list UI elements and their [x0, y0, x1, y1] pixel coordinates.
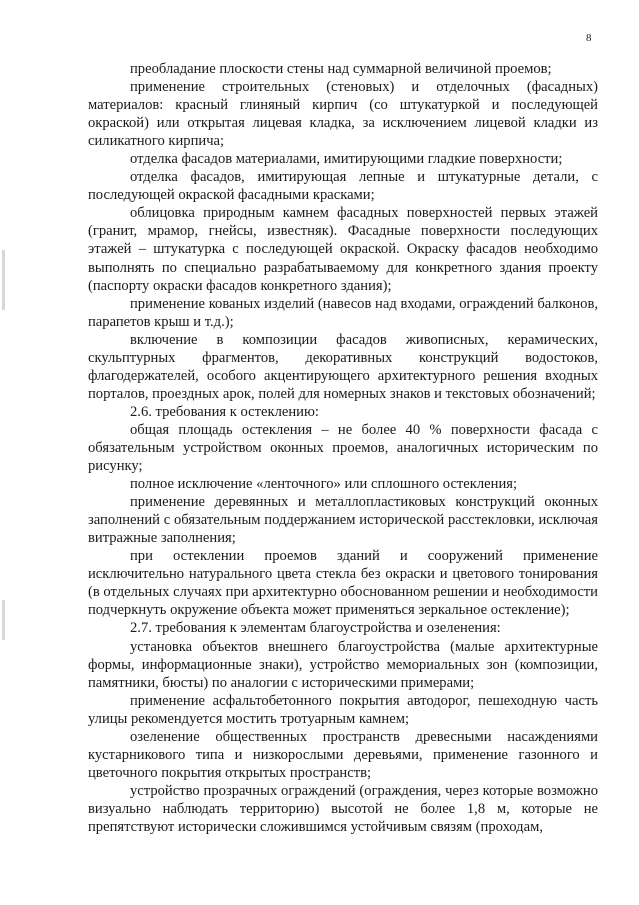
scan-edge-mark [2, 600, 5, 640]
page-number: 8 [586, 32, 592, 44]
paragraph: применение строительных (стеновых) и отделочных (фасадных) материалов: красный глиняный кирпич (со штукатуркой и последующей окраской) или открытая лицевая кладка, за исключением лицевой кладки из силикатного кирпича; [88, 79, 598, 150]
paragraph: общая площадь остекления – не более 40 % поверхности фасада с обязательным устройством оконных проемов, аналогичных историческим по рисунку; [88, 421, 598, 475]
document-body [88, 60, 598, 836]
paragraph: облицовка природным камнем фасадных поверхностей первых этажей (гранит, мрамор, гнейсы, известняк). Фасадные поверхности последующих этажей – штукатурка с последующей окраской. Окраску фасадов необходимо выполнять по специально разрабатываемому для конкретного здания проекту (паспорту окраски фасадов конкретного здания); [88, 205, 598, 294]
paragraph: полное исключение «ленточного» или сплошного остекления; [130, 476, 518, 493]
paragraph: отделка фасадов, имитирующая лепные и штукатурные детали, с последующей окраской фасадными красками; [88, 169, 598, 204]
paragraph: преобладание плоскости стены над суммарной величиной проемов; [130, 61, 552, 77]
paragraph: озеленение общественных пространств древесными насаждениями кустарникового типа и низкорослыми деревьями, применение газонного и цветочного покрытия открытых пространств; [88, 728, 598, 781]
paragraph: отделка фасадов материалами, имитирующими гладкие поверхности; [130, 151, 563, 168]
section-heading: 2.7. требования к элементам благоустройства и озеленения: [130, 620, 501, 637]
paragraph: установка объектов внешнего благоустройства (малые архитектурные формы, информационные знаки), устройство мемориальных зон (композиции, памятники, бюсты) по аналогии с историческими примерами; [88, 638, 598, 691]
paragraph: применение кованых изделий (навесов над входами, ограждений балконов, парапетов крыш и т.д.); [88, 295, 598, 330]
paragraph: применение асфальтобетонного покрытия автодорог, пешеходную часть улицы рекомендуется мостить тротуарным камнем; [88, 692, 598, 727]
paragraph: при остеклении проемов зданий и сооружений применение исключительно натурального цвета стекла без окраски и цветового тонирования (в отдельных случаях при архитектурно обоснованном решении и необходимости подчеркнуть окружение объекта может применяться зеркальное остекление); [88, 548, 598, 619]
paragraph: применение деревянных и металлопластиковых конструкций оконных заполнений с обязательным поддержанием исторической расстекловки, исключая витражные заполнения; [88, 494, 598, 547]
paragraph: устройство прозрачных ограждений (ограждения, через которые возможно визуально наблюдать территорию) высотой не более 1,8 м, которые не препятствуют исторически сложившимся устойчивым связям (проходам, [88, 782, 598, 835]
section-heading: 2.6. требования к остеклению: [130, 403, 319, 420]
scan-edge-mark [2, 250, 5, 310]
paragraph: включение в композиции фасадов живописных, керамических, скульптурных фрагментов, декоративных конструкций водостоков, флагодержателей, особого акцентирующего архитектурного решения входных порталов, проездных арок, полей для номерных знаков и текстовых обозначений; [88, 331, 598, 402]
